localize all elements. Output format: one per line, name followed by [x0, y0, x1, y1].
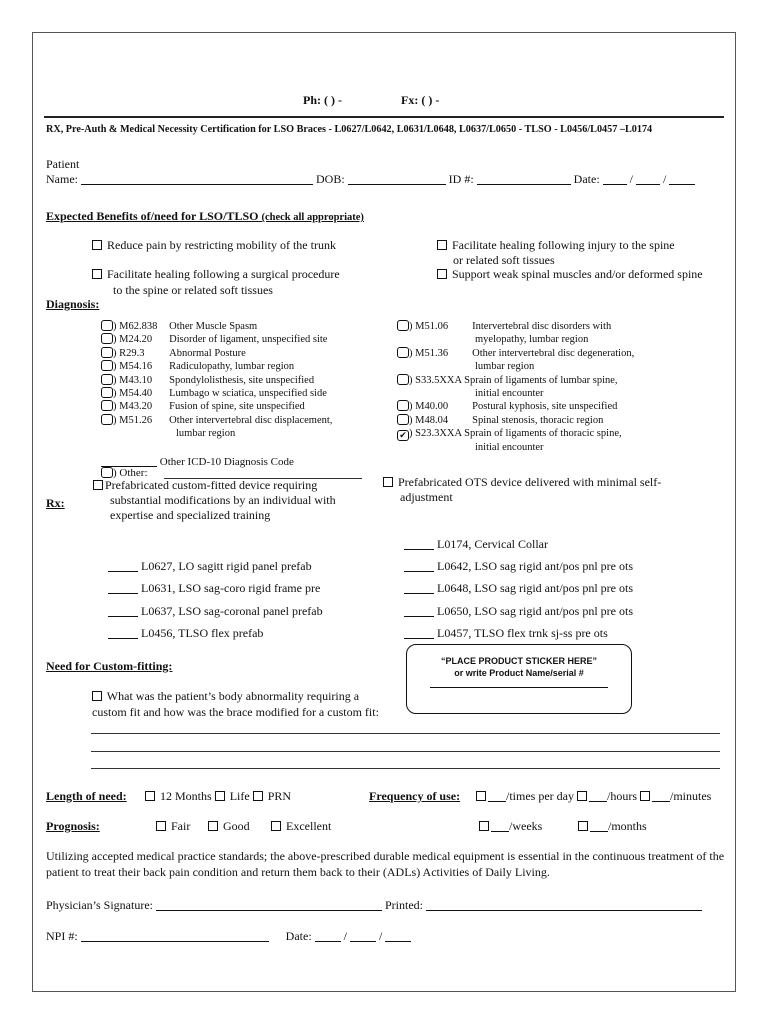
icd-code: M40.00 [415, 401, 449, 413]
benefits-heading-note: (check all appropriate) [261, 212, 364, 223]
benefit-label: Facilitate healing following a surgical procedure [107, 267, 340, 281]
icd-code: M43.20 [119, 401, 153, 413]
checkbox[interactable] [437, 240, 447, 250]
rx-code-option[interactable] [108, 600, 323, 622]
rx-custom-label-cont: expertise and specialized training [110, 508, 271, 522]
diagnosis-checkbox[interactable] [101, 333, 113, 344]
icd-desc: Radiculopathy, lumbar region [169, 361, 295, 373]
benefit-label: Reduce pain by restricting mobility of the trunk [107, 238, 336, 252]
rx-left-codes [108, 555, 323, 644]
date-separator: / [379, 929, 383, 943]
rx-custom-label: Prefabricated custom-fitted device requiring [105, 478, 318, 492]
rx-code-label: L0631, LSO sag-coro rigid frame pre [141, 581, 321, 596]
rx-code-label: L0650, LSO sag rigid ant/pos pnl pre ots [437, 603, 633, 618]
rx-label: Rx: [46, 496, 65, 510]
rx-code-label: L0637, LSO sag-coronal panel prefab [141, 603, 323, 618]
rx-code-option[interactable] [404, 577, 633, 599]
checkbox[interactable] [383, 477, 393, 487]
rx-code-label: L0457, TLSO flex trnk sj-ss pre ots [437, 625, 608, 640]
diagnosis-option[interactable]: ) M54.16 Radiculopathy, lumbar region [101, 360, 332, 373]
checkbox[interactable] [92, 269, 102, 279]
question-text: What was the patient’s body abnormality requiring a [106, 689, 360, 703]
icd-desc: Abnormal Posture [169, 347, 246, 359]
diagnosis-option[interactable]: ) R29.3 Abnormal Posture [101, 347, 332, 360]
rx-code-field[interactable] [404, 560, 434, 572]
rx-code-option[interactable] [404, 537, 548, 552]
icd-desc: Other intervertebral disc displacement, [169, 414, 333, 426]
npi-label: NPI #: [46, 929, 78, 943]
icd-desc-cont: initial encounter [475, 388, 544, 400]
diagnosis-option[interactable]: ) M40.00 Postural kyphosis, site unspecified [397, 400, 634, 413]
icd-code: S23.3XXA [415, 428, 462, 440]
sticker-line [430, 687, 608, 688]
diagnosis-heading: Diagnosis: [46, 297, 100, 311]
icd-desc-cont: lumbar region [475, 361, 535, 373]
rx-code-field[interactable] [404, 605, 434, 617]
benefit-label-cont: or related soft tissues [453, 253, 555, 267]
diagnosis-option[interactable]: ) M24.20 Disorder of ligament, unspecified site [101, 333, 332, 346]
date-day-field[interactable] [636, 173, 660, 185]
icd-code: M51.36 [415, 347, 449, 359]
rx-code-option[interactable] [404, 622, 633, 644]
icd-desc: Other intervertebral disc degeneration, [472, 347, 635, 359]
other-icd-field[interactable] [101, 455, 157, 467]
phone-label: Ph: ( ) - [303, 93, 342, 107]
diagnosis-right-list [397, 320, 634, 455]
rx-code-label: L0174, Cervical Collar [437, 537, 548, 551]
sticker-subtitle: or write Product Name/serial # [454, 668, 584, 678]
date-month-field[interactable] [315, 930, 341, 942]
option-label: /weeks [509, 819, 543, 833]
rx-code-label: L0642, LSO sag rigid ant/pos pnl pre ots [437, 559, 633, 573]
icd-desc: Intervertebral disc disorders with [472, 321, 612, 332]
prognosis-label: Prognosis: [46, 819, 100, 833]
rx-code-field[interactable] [404, 538, 434, 550]
rx-ots-option[interactable] [383, 475, 661, 505]
diagnosis-left-list [101, 320, 332, 441]
date-year-field[interactable] [669, 173, 695, 185]
date-separator: / [343, 929, 348, 943]
diagnosis-checkbox[interactable] [101, 320, 113, 331]
custom-fitting-question [92, 688, 379, 720]
frequency-field[interactable] [590, 820, 608, 832]
rx-code-field[interactable] [108, 627, 138, 639]
checkbox[interactable] [208, 821, 218, 831]
frequency-field[interactable] [488, 790, 506, 802]
dob-label: DOB: [316, 172, 345, 186]
checkbox[interactable] [479, 821, 489, 831]
icd-code: R29.3 [119, 347, 145, 359]
prognosis-excellent[interactable] [271, 819, 331, 834]
frequency-field[interactable] [652, 790, 670, 802]
benefits-heading [46, 209, 364, 224]
icd-code: M51.26 [119, 414, 153, 426]
icd-desc-cont: lumbar region [176, 428, 236, 440]
diagnosis-checkbox[interactable] [397, 374, 409, 385]
rx-code-field[interactable] [108, 582, 138, 594]
diagnosis-option[interactable]: ) S33.5XXA Sprain of ligaments of lumbar spine, [397, 374, 634, 387]
diagnosis-checkbox[interactable] [397, 414, 409, 425]
frequency-per-day[interactable] [476, 789, 574, 803]
date-month-field[interactable] [603, 173, 627, 185]
diagnosis-checkbox[interactable] [397, 400, 409, 411]
date-label: Date: [573, 172, 600, 186]
checkbox[interactable] [93, 480, 103, 490]
frequency-weeks[interactable] [479, 819, 542, 834]
length-of-need-label: Length of need: [46, 789, 127, 803]
answer-line[interactable] [91, 768, 720, 769]
option-label: Good [223, 819, 250, 833]
dob-field[interactable] [348, 173, 446, 185]
rx-code-field[interactable] [108, 605, 138, 617]
diagnosis-option[interactable]: ) M48.04 Spinal stenosis, thoracic region [397, 414, 634, 427]
icd-desc: Fusion of spine, site unspecified [169, 401, 305, 413]
diagnosis-checkbox[interactable] [101, 387, 113, 398]
date-day-field[interactable] [350, 930, 376, 942]
diagnosis-option[interactable]: ✔ ) S23.3XXA Sprain of ligaments of thoracic spine, [397, 427, 634, 441]
checkbox[interactable] [145, 791, 155, 801]
icd-desc: Postural kyphosis, site unspecified [472, 401, 618, 413]
frequency-label: Frequency of use: [369, 789, 461, 803]
diagnosis-option[interactable]: ) M51.36 Other intervertebral disc degeneration, [397, 347, 634, 360]
option-label: PRN [267, 789, 292, 803]
rx-custom-label-cont: substantial modifications by an individual with [110, 493, 336, 507]
rx-code-label: L0648, LSO sag rigid ant/pos pnl pre ots [437, 581, 633, 596]
sticker-title: “PLACE PRODUCT STICKER HERE” [440, 656, 597, 666]
option-label: /hours [606, 789, 637, 803]
frequency-minutes[interactable] [640, 789, 711, 803]
question-text-cont: custom fit and how was the brace modified for a custom fit: [92, 705, 379, 719]
checkbox[interactable] [577, 791, 587, 801]
length-options [145, 789, 291, 804]
icd-desc: Spinal stenosis, thoracic region [472, 414, 604, 426]
option-label: Fair [171, 819, 191, 833]
patient-name-row [46, 172, 695, 187]
frequency-months[interactable] [578, 819, 647, 834]
rx-code-label: L0456, TLSO flex prefab [141, 625, 264, 640]
checkbox[interactable] [476, 791, 486, 801]
checkbox[interactable] [156, 821, 166, 831]
benefit-item[interactable] [92, 238, 336, 253]
diagnosis-option[interactable]: ) M62.838 Other Muscle Spasm [101, 320, 332, 333]
icd-code: M51.06 [415, 321, 449, 332]
rx-code-label: L0627, LO sagitt rigid panel prefab [141, 559, 312, 573]
checkbox[interactable] [215, 791, 225, 801]
diagnosis-option[interactable]: ) M43.20 Fusion of spine, site unspecified [101, 400, 332, 413]
signature-field[interactable] [156, 899, 382, 911]
rx-ots-label-cont: adjustment [400, 490, 453, 504]
other-row: ) Other: [101, 467, 148, 479]
date-separator: / [629, 172, 634, 186]
patient-name-field[interactable] [81, 173, 313, 185]
icd-desc: Disorder of ligament, unspecified site [169, 334, 328, 346]
option-label: /times per day [506, 789, 574, 803]
icd-code: M48.04 [415, 414, 449, 426]
signature-row [46, 898, 702, 913]
icd-desc: Sprain of ligaments of thoracic spine, [464, 428, 622, 440]
diagnosis-option[interactable]: ) M43.10 Spondylolisthesis, site unspecified [101, 374, 332, 387]
prognosis-fair[interactable] [156, 819, 190, 834]
rx-code-option[interactable] [404, 555, 633, 577]
option-label: Excellent [286, 819, 332, 833]
diagnosis-checkbox-checked[interactable]: ✔ [397, 430, 409, 441]
icd-desc: Sprain of ligaments of lumbar spine, [464, 374, 618, 386]
prognosis-good[interactable] [208, 819, 250, 834]
diagnosis-checkbox[interactable] [101, 374, 113, 385]
patient-label: Patient [46, 157, 80, 171]
rx-code-option[interactable] [404, 600, 633, 622]
benefit-item[interactable] [437, 267, 703, 282]
id-label: ID #: [448, 172, 474, 186]
rx-code-option[interactable] [108, 555, 323, 577]
option-label: /minutes [669, 789, 712, 803]
icd-code: M62.838 [119, 321, 158, 332]
icd-code: M54.40 [119, 388, 153, 400]
rx-code-field[interactable] [404, 627, 434, 639]
diagnosis-checkbox[interactable] [101, 414, 113, 425]
checkbox[interactable] [92, 691, 102, 701]
printed-name-field[interactable] [426, 899, 702, 911]
option-label: /months [608, 819, 647, 833]
icd-code: M54.16 [119, 361, 153, 373]
icd-desc: Spondylolisthesis, site unspecified [169, 374, 315, 386]
necessity-statement: Utilizing accepted medical practice standards; the above-prescribed durable medical equipment is essential in the continuous treatment of the patient to treat their back pain condition and return them back to their (ADLs) Activities of Daily Living. [46, 849, 725, 879]
fax-label: Fx: ( ) - [401, 93, 440, 107]
length-option-prn[interactable] [253, 789, 291, 803]
product-sticker-box[interactable] [406, 644, 632, 714]
rx-custom-fitted-option[interactable] [93, 478, 336, 523]
diagnosis-checkbox[interactable] [101, 360, 113, 371]
rx-code-field[interactable] [404, 582, 434, 594]
frequency-field[interactable] [589, 790, 607, 802]
icd-code: M43.10 [119, 374, 153, 386]
id-field[interactable] [477, 173, 571, 185]
icd-desc: Lumbago w sciatica, unspecified side [169, 388, 327, 400]
checkbox[interactable] [271, 821, 281, 831]
diagnosis-option[interactable]: ) M51.06 Intervertebral disc disorders with [397, 320, 634, 333]
benefit-item[interactable] [437, 238, 675, 253]
option-label: 12 Months [160, 789, 212, 803]
custom-fitting-heading: Need for Custom-fitting: [46, 659, 173, 673]
diagnosis-option[interactable]: ) M51.26 Other intervertebral disc displacement, [101, 414, 332, 427]
benefit-label: Support weak spinal muscles and/or deformed spine [452, 267, 703, 281]
answer-line[interactable] [91, 733, 720, 734]
benefit-label: Facilitate healing following injury to the spine [452, 238, 675, 252]
signature-label: Physician’s Signature: [46, 898, 153, 912]
printed-label: Printed: [385, 898, 423, 912]
icd-desc-cont: myelopathy, lumbar region [475, 334, 589, 346]
diagnosis-checkbox[interactable] [397, 347, 409, 358]
other-icd-label: Other ICD-10 Diagnosis Code [159, 456, 294, 468]
frequency-field[interactable] [491, 820, 509, 832]
name-label: Name: [46, 172, 78, 186]
icd-desc-cont: initial encounter [475, 442, 544, 454]
icd-code: S33.5XXA [415, 374, 462, 386]
benefit-label-cont: to the spine or related soft tissues [113, 283, 273, 297]
frequency-hours[interactable] [577, 789, 637, 803]
frequency-options [476, 789, 711, 804]
option-label: Life [229, 789, 250, 803]
checkbox[interactable] [253, 791, 263, 801]
benefit-item[interactable] [92, 267, 340, 282]
checkbox[interactable] [92, 240, 102, 250]
diagnosis-checkbox[interactable] [101, 347, 113, 358]
npi-row [46, 929, 411, 944]
icd-desc: Other Muscle Spasm [169, 321, 258, 332]
rx-ots-label: Prefabricated OTS device delivered with minimal self- [398, 475, 662, 489]
form-title: RX, Pre-Auth & Medical Necessity Certification for LSO Braces - L0627/L0642, L0631/L0648, L0637/L0650 - TLSO - L0456/L0457 –L0174 [46, 124, 653, 135]
checkbox[interactable] [578, 821, 588, 831]
rx-code-option[interactable] [108, 577, 323, 599]
npi-field[interactable] [81, 930, 269, 942]
rx-code-option[interactable] [108, 622, 323, 644]
date-separator: / [663, 172, 667, 186]
other-label: Other: [119, 467, 148, 479]
answer-line[interactable] [91, 751, 720, 752]
checkbox[interactable] [437, 269, 447, 279]
icd-code: M24.20 [119, 334, 153, 346]
rx-right-codes [404, 555, 633, 644]
date-year-field[interactable] [385, 930, 411, 942]
diagnosis-checkbox[interactable] [101, 400, 113, 411]
rx-code-field[interactable] [108, 560, 138, 572]
length-option-life[interactable] [215, 789, 250, 803]
header-divider [44, 116, 724, 118]
benefits-heading-text: Expected Benefits of/need for LSO/TLSO [46, 209, 259, 223]
diagnosis-checkbox[interactable] [397, 320, 409, 331]
other-checkbox[interactable] [101, 467, 113, 478]
date-label: Date: [285, 929, 312, 943]
checkbox[interactable] [640, 791, 650, 801]
length-option-12-months[interactable] [145, 789, 212, 803]
diagnosis-option[interactable]: ) M54.40 Lumbago w sciatica, unspecified side [101, 387, 332, 400]
